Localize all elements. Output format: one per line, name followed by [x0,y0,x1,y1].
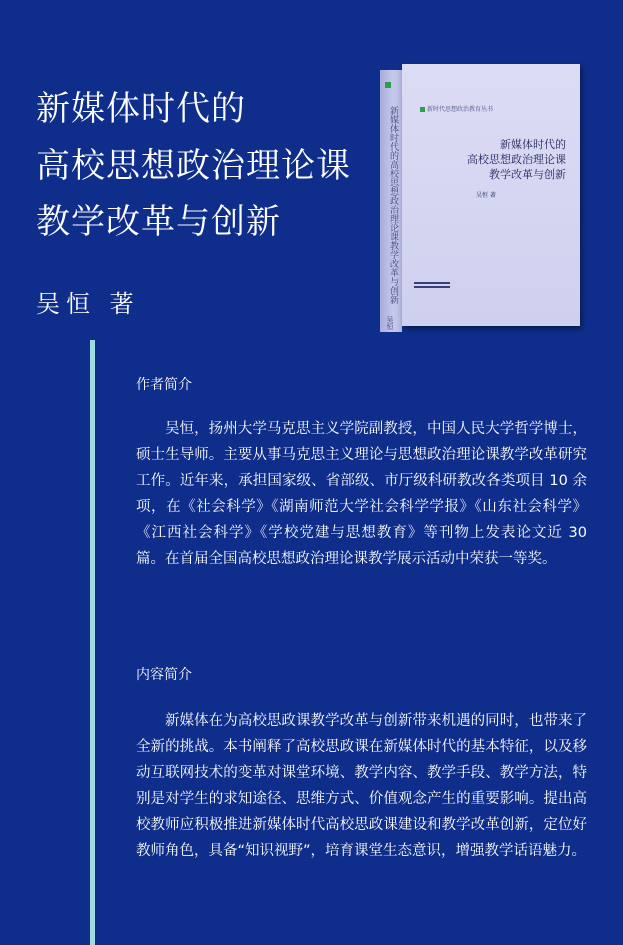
book-front-cover [402,64,580,326]
cover-title-line-1: 新媒体时代的 [500,138,566,151]
series-logo-icon [420,107,425,112]
cover-series-label: 新时代思想政治教育丛书 [427,106,494,113]
book-title-line-3: 教学改革与创新 [36,202,281,242]
spine-logo-mark [385,82,391,88]
spine-author: 吴恒 [386,316,394,330]
content-intro-heading: 内容简介 [136,667,192,683]
author-intro-heading: 作者简介 [136,377,192,393]
book-cover-image [380,64,580,332]
book-spine [380,70,402,332]
content-intro-text: 新媒体在为高校思政课教学改革与创新带来机遇的同时，也带来了全新的挑战。本书阐释了高校思政课在新媒体时代的基本特征，以及移动互联网技术的变革对课堂环境、教学内容、教学手段、教学方法，特别是对学生的求知途径、思维方式、价值观念产生的重要影响。提出高校教师应积极推进新媒体时代高校思政课建设和教学改革创新，定位好教师角色，具备“知识视野”，培育课堂生态意识，增强教学话语魅力。 [136,713,587,859]
cover-series [420,104,493,113]
book-author: 吴恒 著 [36,290,140,318]
spine-title: 新媒体时代的高校思想政治理论课教学改革与创新 [388,106,398,304]
publisher-logo [414,282,450,292]
cover-title-line-2: 高校思想政治理论课 [467,153,566,166]
cover-author: 吴恒 著 [476,192,496,199]
section-divider-rule [90,340,95,945]
book-title-line-2: 高校思想政治理论课 [36,146,351,186]
author-intro-text: 吴恒，扬州大学马克思主义学院副教授，中国人民大学哲学博士，硕士生导师。主要从事马克思主义理论与思想政治理论课教学改革研究工作。近年来，承担国家级、省部级、市厅级科研教改各类项目 10 余项，在《社会科学》《湖南师范大学社会科学学报》《山东社会科学》《江西社会科学》《学校党建与思想教育》等刊物上发表论文近 30 篇。在首届全国高校思想政治理论课教学展示活动中荣获一等奖。 [136,421,587,567]
cover-title-line-3: 教学改革与创新 [489,168,566,181]
book-title-line-1: 新媒体时代的 [36,89,246,129]
